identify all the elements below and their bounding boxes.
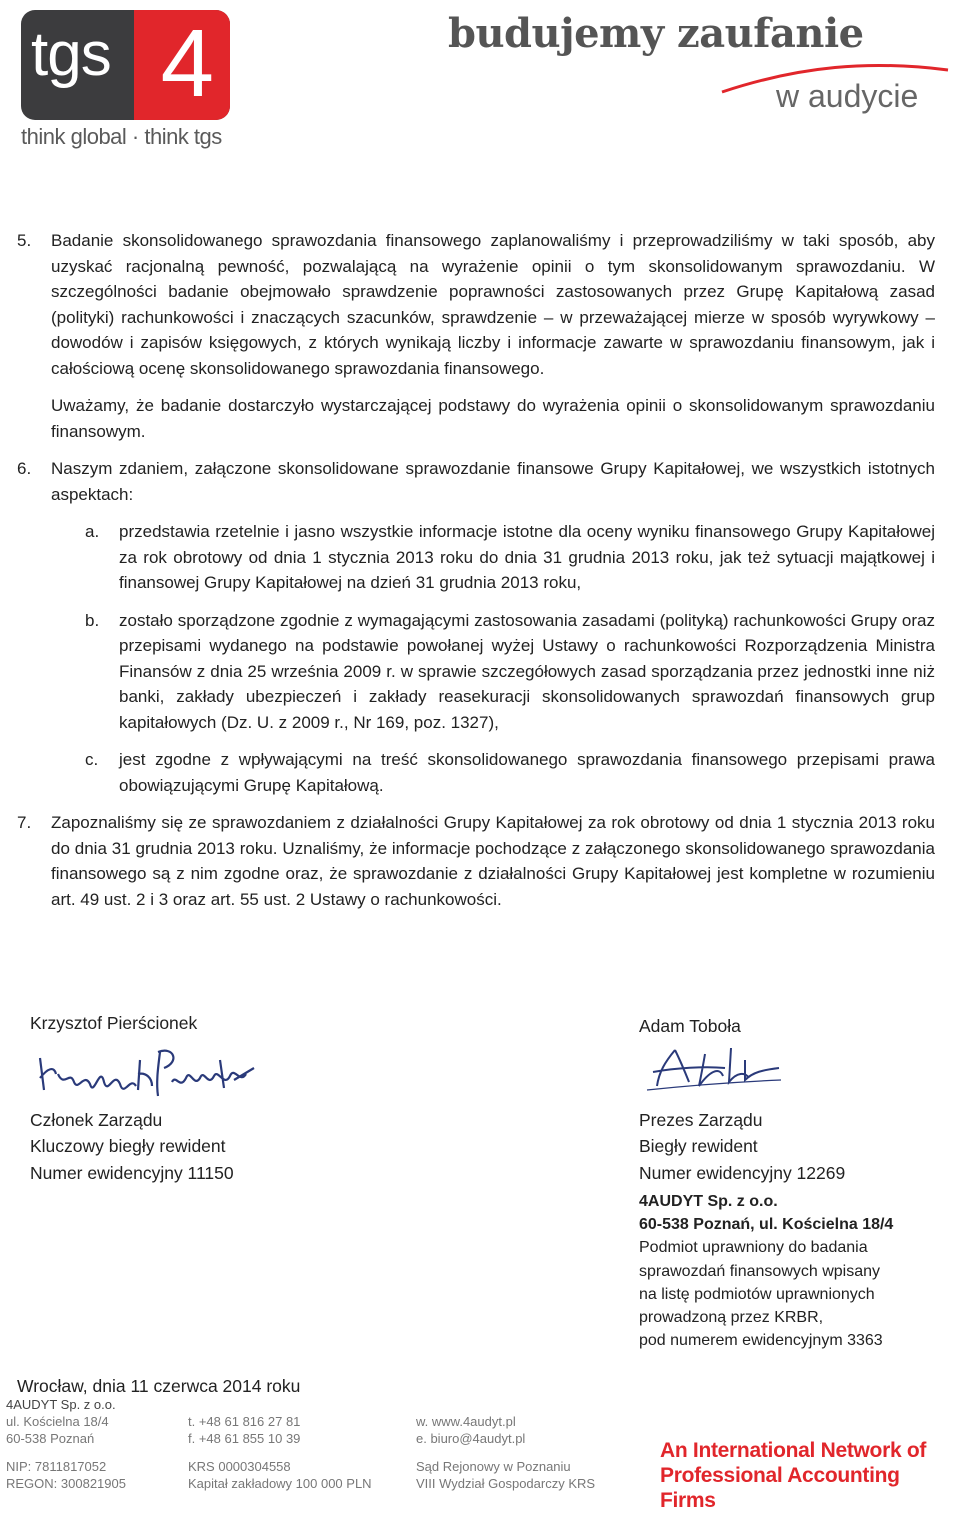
footer-nip: NIP: 7811817052 bbox=[6, 1459, 107, 1474]
firm-line: na listę podmiotów uprawnionych bbox=[639, 1285, 875, 1303]
paragraph-text: Uważamy, że badanie dostarczyło wystarczającej podstawy do wyrażenia opinii o skonsolidowanym sprawozdaniu finansowym. bbox=[51, 396, 935, 441]
firm-address: 60-538 Poznań, ul. Kościelna 18/4 bbox=[639, 1216, 894, 1234]
signatory-role: Członek Zarządu bbox=[30, 1109, 163, 1130]
paragraph-number: 6. bbox=[17, 459, 32, 478]
network-line: Professional Accounting Firms bbox=[660, 1464, 900, 1512]
footer-fax: f. +48 61 855 10 39 bbox=[188, 1431, 301, 1446]
footer-court bbox=[416, 1458, 595, 1492]
paragraph-6a bbox=[85, 519, 935, 596]
footer-company: 4AUDYT Sp. z o.o. bbox=[6, 1397, 116, 1412]
paragraph-6b bbox=[85, 608, 935, 736]
footer-krs bbox=[188, 1458, 372, 1492]
signature-block-right bbox=[639, 1013, 845, 1186]
footer-phones bbox=[188, 1413, 300, 1447]
footer-address bbox=[6, 1396, 116, 1447]
paragraph-6 bbox=[17, 456, 935, 507]
footer-capital: Kapitał zakładowy 100 000 PLN bbox=[188, 1476, 372, 1491]
signatory-number: Numer ewidencyjny 11150 bbox=[30, 1162, 234, 1183]
paragraph-number: 7. bbox=[17, 813, 32, 832]
footer-tel: t. +48 61 816 27 81 bbox=[188, 1414, 301, 1429]
firm-line: sprawozdań finansowych wpisany bbox=[639, 1262, 881, 1280]
paragraph-text: Zapoznaliśmy się ze sprawozdaniem z działalności Grupy Kapitałowej za rok obrotowy od dnia 1 stycznia 2013 roku do dnia 31 grudnia 2013 roku. Uznaliśmy, że informacje pochodzące z załączonego skonsolidowanego sprawozdania finansowego są z nim zgodne oraz, że sprawozdanie z działalności Grupy Kapitałowej jest kompletne w rozumieniu art. 49 ust. 2 i 3 oraz art. 55 ust. 2 Ustawy o rachunkowości. bbox=[51, 813, 935, 909]
paragraph-text: Badanie skonsolidowanego sprawozdania finansowego zaplanowaliśmy i przeprowadziliśmy w taki sposób, aby uzyskać racjonalną pewność, pozwalającą na wyrażenie opinii o tym skonsolidowanym sprawozdaniu. W szczególności badanie obejmowało sprawdzenie poprawności zastosowanych przez Grupę Kapitałową zasad (polityki) rachunkowości i znaczących szacunków, sprawdzenie – w przeważającej mierze w sposób wyrywkowy – dowodów i zapisów księgowych, z których wynikają liczby i informacje zawarte w sprawozdaniu finansowym, jak i całościową ocenę skonsolidowanego sprawozdania finansowego. bbox=[51, 231, 935, 378]
logo-tagline: think global · think tgs bbox=[21, 124, 222, 149]
paragraph-5 bbox=[17, 228, 935, 381]
logo-text: tgs bbox=[31, 20, 111, 89]
signature-handwriting-left bbox=[34, 1038, 259, 1106]
network-line: An International Network of bbox=[660, 1439, 927, 1462]
list-text: zostało sporządzone zgodnie z wymagającymi zastosowania zasadami (polityką) rachunkowości Grupy oraz przepisami wydanego na podstawie powołanej wyżej Ustawy o rachunkowości Rozporządzenia Ministra Finansów z dnia 25 września 2009 r. w sprawie szczegółowych zasad sporządzania przez jednostki inne niż banki, zakłady ubezpieczeń i zakłady reasekuracji skonsolidowanych sprawozdań finansowych grup kapitałowych (Dz. U. z 2009 r., Nr 169, poz. 1327), bbox=[119, 610, 935, 732]
paragraph-7 bbox=[17, 810, 935, 912]
report-body bbox=[17, 228, 935, 924]
paragraph-5-conclusion bbox=[51, 393, 935, 444]
paragraph-6c bbox=[85, 747, 935, 798]
footer-regon: REGON: 300821905 bbox=[6, 1476, 126, 1491]
footer-krs-number: KRS 0000304558 bbox=[188, 1459, 291, 1474]
signatory-role: Prezes Zarządu bbox=[639, 1109, 763, 1130]
slogan: budujemy zaufanie bbox=[448, 10, 864, 57]
signature-handwriting-right bbox=[645, 1042, 785, 1094]
logo-digit: 4 bbox=[160, 10, 214, 117]
paragraph-text: Naszym zdaniem, załączone skonsolidowane sprawozdanie finansowe Grupy Kapitałowej, we wszystkich istotnych aspektach: bbox=[51, 459, 935, 504]
footer-court-line: Sąd Rejonowy w Poznaniu bbox=[416, 1459, 571, 1474]
footer-city: 60-538 Poznań bbox=[6, 1431, 95, 1446]
list-text: przedstawia rzetelnie i jasno wszystkie informacje istotne dla oceny wyniku finansowego Grupy Kapitałowej za rok obrotowy od dnia 1 stycznia 2013 roku do dnia 31 grudnia 2013 roku, jak też sytuacji majątkowej i finansowej Grupy Kapitałowej na dzień 31 grudnia 2013 roku, bbox=[119, 522, 935, 592]
signatory-number: Numer ewidencyjny 12269 bbox=[639, 1162, 846, 1183]
list-text: jest zgodne z wpływającymi na treść skonsolidowanego sprawozdania finansowego przepisami prawa obowiązującymi Grupę Kapitałową. bbox=[119, 750, 935, 795]
footer-court-line: VIII Wydział Gospodarczy KRS bbox=[416, 1476, 596, 1491]
firm-line: pod numerem ewidencyjnym 3363 bbox=[639, 1332, 883, 1350]
slogan-sub: w audycie bbox=[776, 78, 919, 114]
footer-email[interactable]: e. biuro@4audyt.pl bbox=[416, 1431, 526, 1446]
place-date: Wrocław, dnia 11 czerwca 2014 roku bbox=[17, 1376, 301, 1396]
tgs4-logo bbox=[21, 10, 230, 120]
signatory-name: Adam Toboła bbox=[639, 1016, 741, 1036]
signatory-role: Biegły rewident bbox=[639, 1136, 758, 1156]
list-marker: a. bbox=[85, 522, 100, 541]
footer-registry bbox=[6, 1458, 126, 1492]
paragraph-number: 5. bbox=[17, 231, 32, 250]
footer-street: ul. Kościelna 18/4 bbox=[6, 1414, 109, 1429]
list-marker: b. bbox=[85, 610, 100, 630]
firm-line: prowadzoną przez KRBR, bbox=[639, 1309, 824, 1327]
footer-www[interactable]: w. www.4audyt.pl bbox=[416, 1414, 516, 1429]
list-marker: c. bbox=[85, 750, 99, 769]
signatory-role: Kluczowy biegły rewident bbox=[30, 1136, 226, 1156]
firm-name: 4AUDYT Sp. z o.o. bbox=[639, 1193, 778, 1210]
firm-line: Podmiot uprawniony do badania bbox=[639, 1239, 868, 1257]
firm-info bbox=[639, 1190, 893, 1352]
signatory-name: Krzysztof Pierścionek bbox=[30, 1013, 198, 1033]
footer-contact bbox=[416, 1413, 525, 1447]
